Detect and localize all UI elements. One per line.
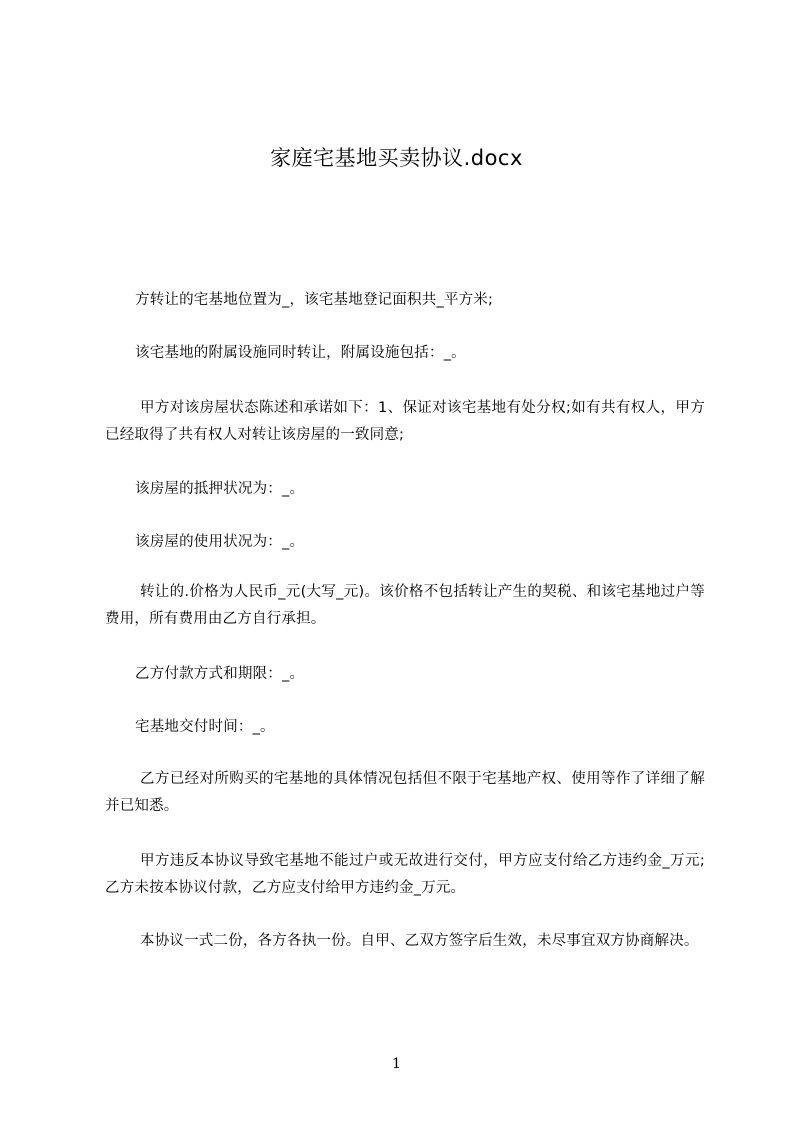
paragraph-location-area: 方转让的宅基地位置为_，该宅基地登记面积共_平方米; <box>135 292 494 308</box>
paragraph-mortgage-status: 该房屋的抵押状况为：_。 <box>135 481 305 497</box>
paragraph-copies-effectiveness: 本协议一式二份，各方各执一份。自甲、乙双方签字后生效，未尽事宜双方协商解决。 <box>140 933 699 949</box>
paragraph-breach-penalty: 甲方违反本协议导致宅基地不能过户或无故进行交付，甲方应支付给乙方违约金_万元;乙方未按本协议付款，乙方应支付给甲方违约金_万元。 <box>105 853 705 896</box>
paragraph-party-a-commitments: 甲方对该房屋状态陈述和承诺如下：1、保证对该宅基地有处分权;如有共有权人，甲方已经取得了共有权人对转让该房屋的一致同意; <box>105 400 705 443</box>
page-number: 1 <box>392 1056 401 1072</box>
paragraph-party-b-acknowledgement: 乙方已经对所购买的宅基地的具体情况包括但不限于宅基地产权、使用等作了详细了解并已知悉。 <box>105 771 705 814</box>
document-title: 家庭宅基地买卖协议.docx <box>270 146 523 170</box>
paragraph-price: 转让的.价格为人民币_元(大写_元)。该价格不包括转让产生的契税、和该宅基地过户等费用，所有费用由乙方自行承担。 <box>105 584 705 627</box>
paragraph-payment-terms: 乙方付款方式和期限：_。 <box>135 666 305 682</box>
paragraph-delivery-time: 宅基地交付时间：_。 <box>135 719 275 735</box>
paragraph-usage-status: 该房屋的使用状况为：_。 <box>135 534 305 550</box>
paragraph-ancillary-facilities: 该宅基地的附属设施同时转让，附属设施包括：_。 <box>135 345 466 361</box>
